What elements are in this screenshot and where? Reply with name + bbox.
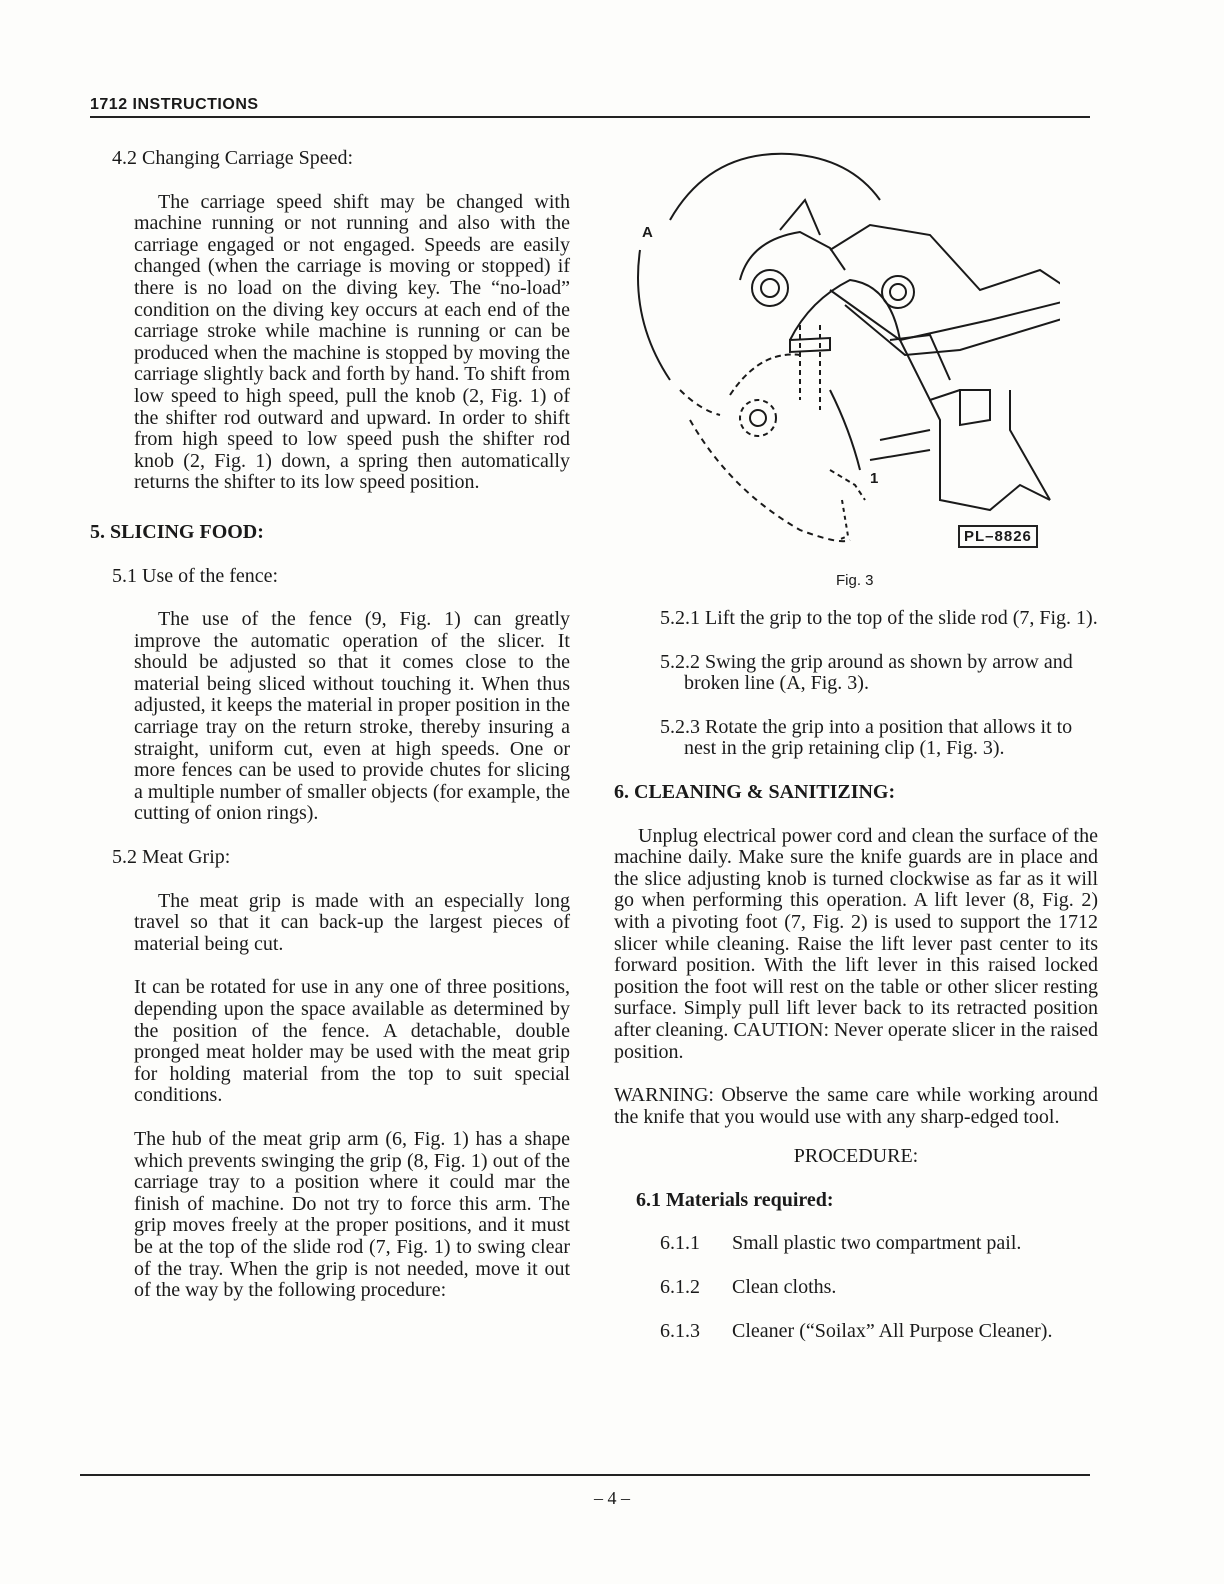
section-5-2-text-3: The hub of the meat grip arm (6, Fig. 1) has a shape which prevents swinging the grip (8, Fig. 1) out of the carriage tray to a position where it could mar the finish of machine. Do not try to force this arm. The grip moves freely at the proper positions, and it must be at the top of the slide rod (7, Fig. 1) to swing clear of the tray. When the grip is not needed, move it out of the way by the following procedure: xyxy=(134,1127,570,1302)
material-number: 6.1.1 xyxy=(660,1232,700,1255)
section-6-text: Unplug electrical power cord and clean the surface of the machine daily. Make sure the knife guards are in place and the slice adjusting knob is turned clockwise as far as it will go when performing this operation. A lift lever (8, Fig. 2) with a pivoting foot (7, Fig. 2) is used to support the 1712 slicer while cleaning. Raise the lift lever past center to its forward position. With the lift lever in this raised locked position the foot will rest on the table or other slicer resting surface. Simply pull lift lever back to its retracted position after cleaning. CAUTION: Never operate slicer in the raised position. xyxy=(614,824,1098,1063)
material-text: Clean cloths. xyxy=(732,1276,837,1299)
figure-part-number: PL–8826 xyxy=(958,525,1038,548)
section-5-1-heading: 5.1 Use of the fence: xyxy=(112,564,279,587)
figure-3-illustration xyxy=(630,140,1060,560)
section-6-heading: 6. CLEANING & SANITIZING: xyxy=(614,780,896,803)
step-5-2-2: 5.2.2 Swing the grip around as shown by arrow and broken line (A, Fig. 3). xyxy=(660,650,1073,695)
material-item xyxy=(614,1321,1098,1343)
material-text: Cleaner (“Soilax” All Purpose Cleaner). xyxy=(732,1319,1053,1342)
material-number: 6.1.3 xyxy=(660,1319,700,1342)
section-5-2-heading: 5.2 Meat Grip: xyxy=(112,846,231,869)
figure-label-1: 1 xyxy=(870,470,879,487)
section-5-2-text-1: The meat grip is made with an especially long travel so that it can back-up the largest pieces of material being cut. xyxy=(134,889,570,955)
section-4-2-heading: 4.2 Changing Carriage Speed: xyxy=(112,147,354,169)
left-column xyxy=(90,148,570,1302)
figure-caption: Fig. 3 xyxy=(836,572,874,589)
material-item xyxy=(614,1277,1098,1299)
page-header-title: 1712 INSTRUCTIONS xyxy=(90,96,259,113)
material-text: Small plastic two compartment pail. xyxy=(732,1232,1022,1255)
step-5-2-1: 5.2.1 Lift the grip to the top of the slide rod (7, Fig. 1). xyxy=(660,607,1098,629)
header-rule xyxy=(90,116,1090,118)
footer-rule xyxy=(80,1474,1090,1476)
material-number: 6.1.2 xyxy=(660,1276,700,1299)
right-column xyxy=(614,608,1098,1342)
warning-text: WARNING: Observe the same care while working around the knife that you would use with any sharp-edged tool. xyxy=(614,1084,1098,1128)
figure-label-a: A xyxy=(642,224,653,241)
step-5-2-3: 5.2.3 Rotate the grip into a position that allows it to nest in the grip retaining clip (1, Fig. 3). xyxy=(660,715,1073,760)
procedure-heading: PROCEDURE: xyxy=(793,1145,919,1168)
material-item xyxy=(614,1233,1098,1255)
section-5-1-text: The use of the fence (9, Fig. 1) can greatly improve the automatic operation of the slicer. It should be adjusted so that it comes close to the material being sliced without touching it. When thus adjusted, it keeps the material in proper position in the carriage tray on the return stroke, thereby insuring a straight, uniform cut, even at high speeds. One or more fences can be used to provide chutes for slicing a multiple number of smaller objects (for example, the cutting of onion rings). xyxy=(134,608,570,825)
section-6-1-heading: 6.1 Materials required: xyxy=(636,1188,834,1211)
section-5-heading: 5. SLICING FOOD: xyxy=(90,520,264,543)
page-number: – 4 – xyxy=(594,1488,630,1508)
section-5-2-text-2: It can be rotated for use in any one of three positions, depending upon the space available as determined by the position of the fence. A detachable, double pronged meat holder may be used with the meat grip for holding material from the top to suit special conditions. xyxy=(134,976,570,1107)
section-4-2-text: The carriage speed shift may be changed with machine running or not running and also with the carriage engaged or not engaged. Speeds are easily changed (when the carriage is moving or stopped) if there is no load on the diving key. The “no-load” condition on the diving key occurs at each end of the carriage stroke while machine is running or can be produced when the machine is stopped by moving the carriage slightly back and forth by hand. To shift from low speed to high speed, pull the knob (2, Fig. 1) of the shifter rod outward and upward. In order to shift from high speed to low speed push the shifter rod knob (2, Fig. 1) down, a spring then automatically returns the shifter to its low speed position. xyxy=(134,190,570,494)
